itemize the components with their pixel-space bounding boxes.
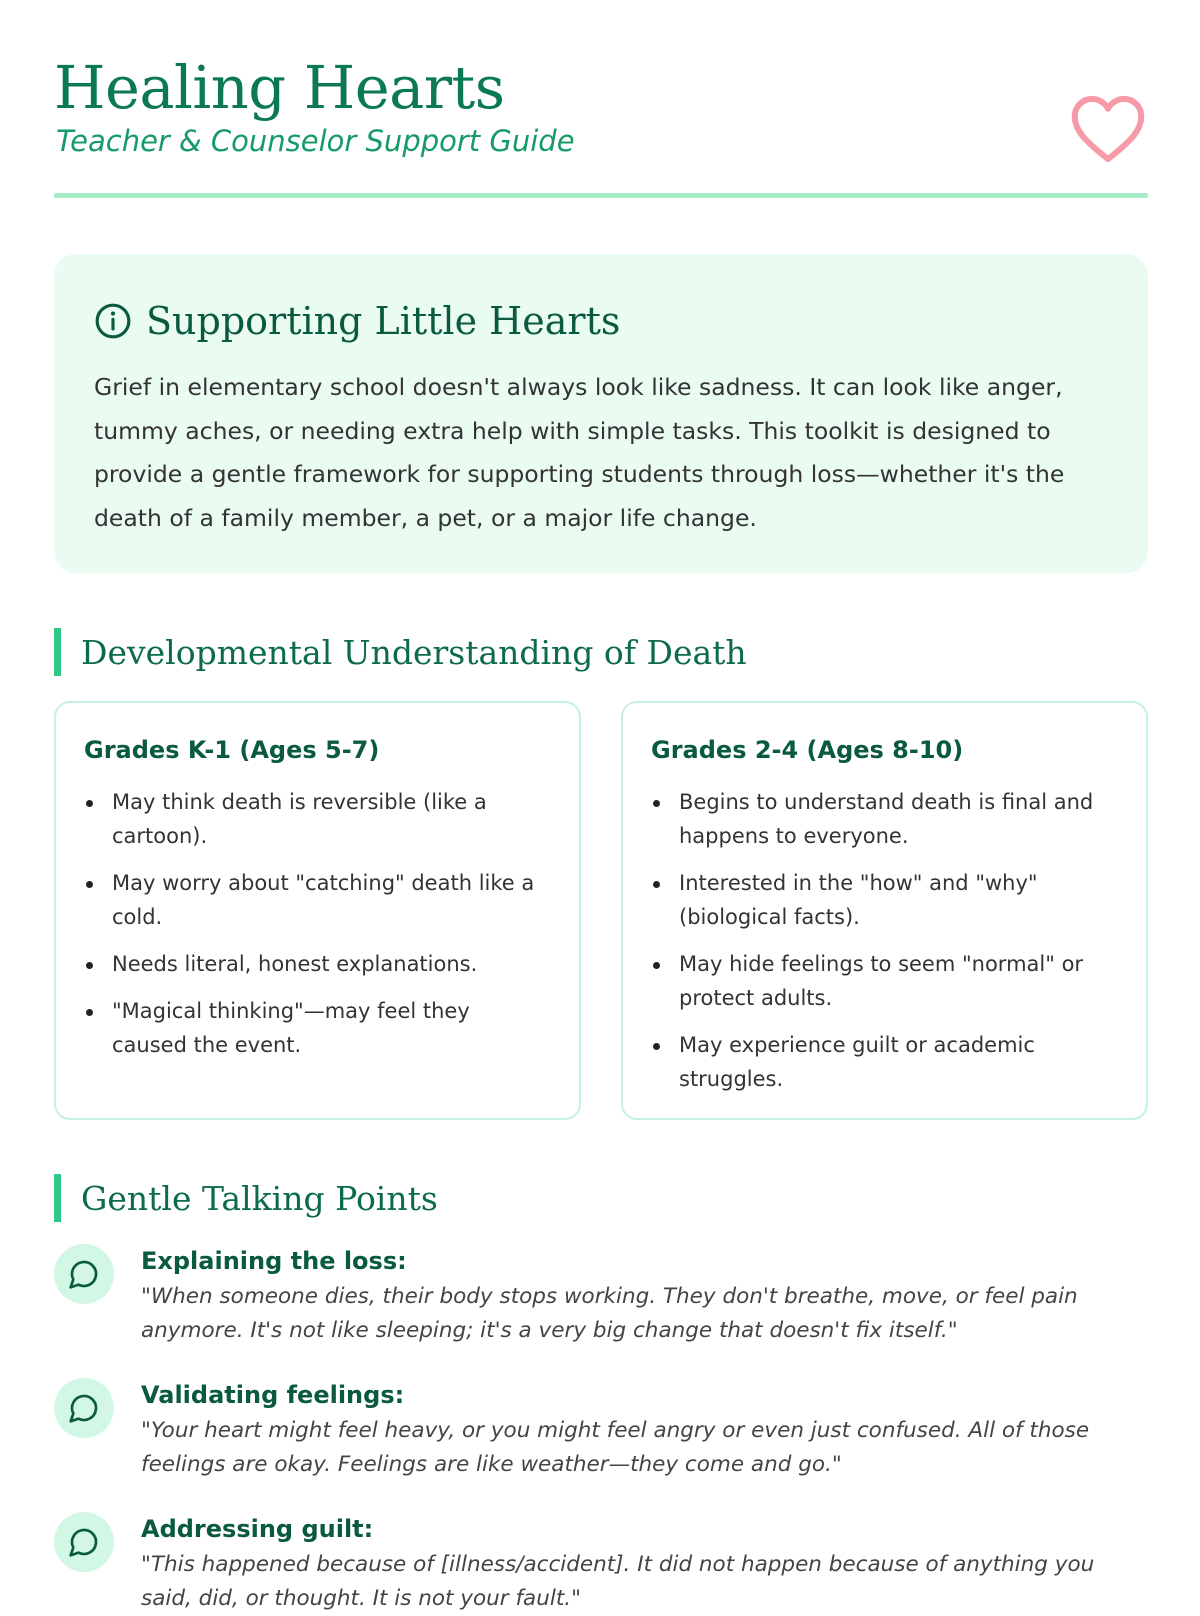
talking-point-body — [141, 1244, 1148, 1348]
grade-card-k1 — [54, 701, 581, 1120]
card-list — [84, 785, 551, 1062]
talking-point-body — [141, 1378, 1148, 1482]
heart-icon — [1070, 94, 1146, 164]
card-list — [651, 785, 1118, 1096]
section-heading-development: Developmental Understanding of Death — [54, 628, 747, 676]
talking-point-label: Validating feelings: — [141, 1381, 405, 1409]
talking-point-body — [141, 1512, 1148, 1616]
talking-point-quote: "This happened because of [illness/accident]. It did not happen because of anything you said, did, or thought. It is not your fault." — [141, 1552, 1095, 1611]
list-item: May think death is reversible (like a cartoon). — [84, 785, 551, 853]
card-title: Grades 2-4 (Ages 8-10) — [651, 736, 964, 764]
list-item: May hide feelings to seem "normal" or protect adults. — [651, 947, 1118, 1015]
page-header — [54, 0, 1148, 200]
speech-bubble-icon — [54, 1244, 114, 1304]
talking-point-quote: "Your heart might feel heavy, or you might feel angry or even just confused. All of those feelings are okay. Feelings are like weather—they come and go." — [141, 1418, 1090, 1477]
speech-bubble-icon — [54, 1378, 114, 1438]
grade-card-2-4 — [621, 701, 1148, 1120]
intro-text: Grief in elementary school doesn't always look like sadness. It can look like anger, tummy aches, or needing extra help with simple tasks. This toolkit is designed to provide a gentle framework for supporting students through loss—whether it's the death of a family member, a pet, or a major life change. — [94, 373, 1065, 532]
talking-point-quote: "When someone dies, their body stops working. They don't breathe, move, or feel pain anymore. It's not like sleeping; it's a very big change that doesn't fix itself." — [141, 1284, 1078, 1343]
talking-point-label: Explaining the loss: — [141, 1247, 407, 1275]
list-item: Needs literal, honest explanations. — [84, 947, 551, 981]
intro-heading: Supporting Little Hearts — [146, 299, 621, 343]
list-item: Begins to understand death is final and happens to everyone. — [651, 785, 1118, 853]
intro-heading-row — [94, 296, 1108, 346]
list-item: Interested in the "how" and "why" (biological facts). — [651, 866, 1118, 934]
info-icon — [94, 302, 132, 340]
list-item: "Magical thinking"—may feel they caused the event. — [84, 994, 551, 1062]
list-item: May worry about "catching" death like a cold. — [84, 866, 551, 934]
document-page — [54, 0, 1148, 1611]
page-subtitle: Teacher & Counselor Support Guide — [56, 124, 575, 158]
header-divider — [54, 193, 1148, 198]
card-title: Grades K-1 (Ages 5-7) — [84, 736, 380, 764]
page-title: Healing Hearts — [54, 53, 505, 122]
list-item: May experience guilt or academic struggles. — [651, 1028, 1118, 1096]
speech-bubble-icon — [54, 1512, 114, 1572]
talking-point-label: Addressing guilt: — [141, 1515, 374, 1543]
intro-callout — [54, 254, 1148, 573]
section-heading-talking-points: Gentle Talking Points — [54, 1174, 438, 1222]
